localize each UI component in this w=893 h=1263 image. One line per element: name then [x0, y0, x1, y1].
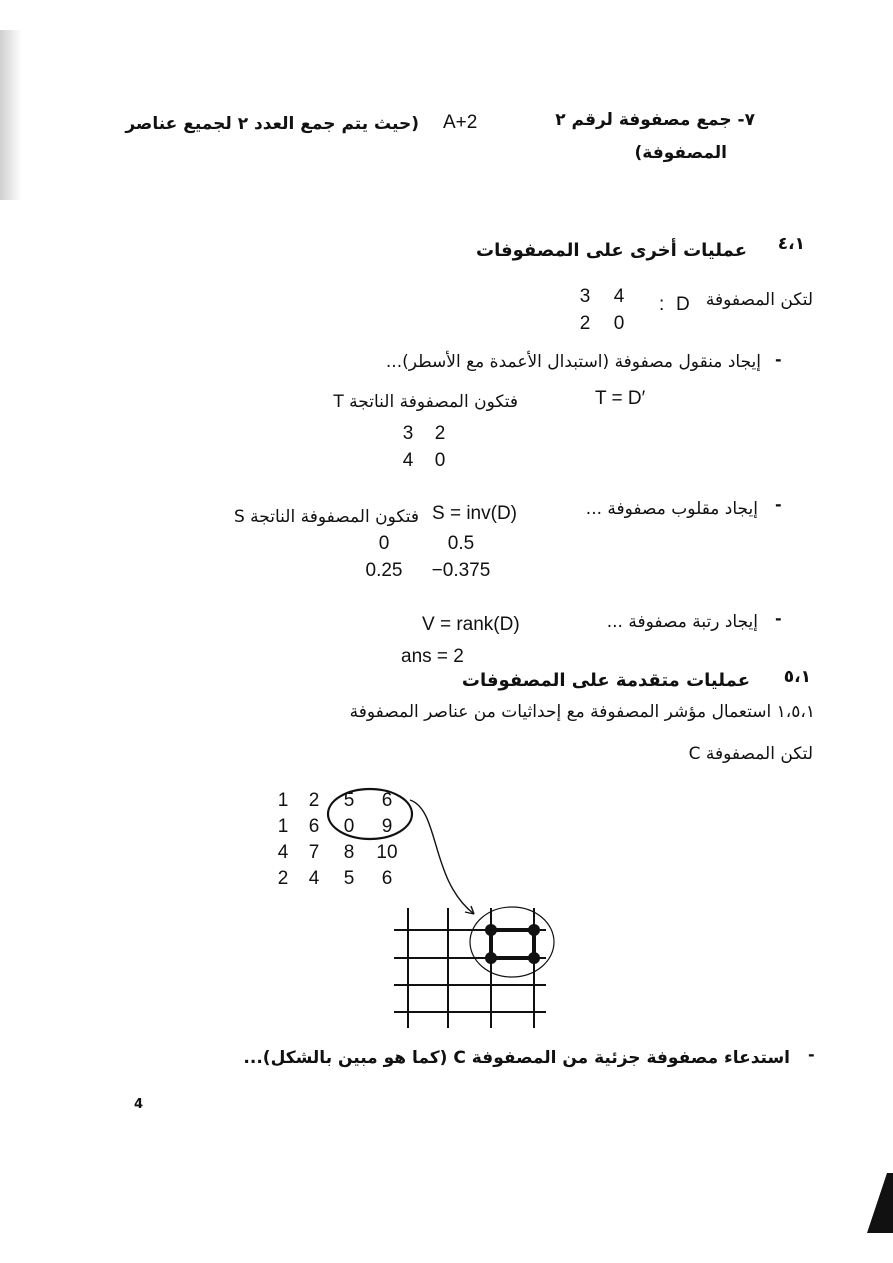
rank-expression: V = rank(D) — [422, 614, 520, 635]
matrix-d-cell: 4 — [613, 286, 625, 307]
scan-corner-mark — [853, 1173, 893, 1233]
transpose-expression: T = D′ — [595, 388, 646, 409]
matrix-t-cell: 2 — [434, 423, 446, 444]
item7-note-continued: المصفوفة) — [634, 143, 727, 163]
matrix-t-cell: 0 — [434, 450, 446, 471]
matrix-c-cell: 0 — [343, 816, 355, 837]
matrix-s-cell: 0.5 — [447, 533, 475, 554]
matrix-c-cell: 6 — [381, 790, 393, 811]
transpose-text: إيجاد منقول مصفوفة (استبدال الأعمدة مع الأسطر)... — [385, 352, 761, 372]
section-title-4-1: عمليات أخرى على المصفوفات — [475, 240, 747, 261]
matrix-s-cell: 0.25 — [365, 560, 403, 581]
highlight-ellipse — [328, 789, 412, 839]
matrix-s-cell: 0 — [378, 533, 390, 554]
matrix-d-cell: 0 — [613, 313, 625, 334]
grid-node — [528, 952, 540, 964]
matrix-d-separator: : — [659, 294, 665, 315]
item7-expression: A+2 — [443, 112, 478, 133]
transpose-bullet: - — [775, 350, 782, 369]
matrix-c-cell: 4 — [277, 842, 289, 863]
grid-node — [485, 924, 497, 936]
submatrix-bullet: - — [808, 1045, 815, 1064]
submatrix-text: استدعاء مصفوفة جزئية من المصفوفة C (كما هو مبين بالشكل)... — [243, 1048, 790, 1068]
matrix-c-cell: 5 — [343, 868, 355, 889]
grid-node — [485, 952, 497, 964]
matrix-c-cell: 6 — [381, 868, 393, 889]
matrix-c-cell: 7 — [308, 842, 320, 863]
matrix-c-cell: 1 — [277, 816, 289, 837]
matrix-c-cell: 2 — [308, 790, 320, 811]
rank-text: إيجاد رتبة مصفوفة ... — [606, 612, 758, 632]
matrix-d-label: لتكن المصفوفة — [705, 290, 813, 310]
matrix-c-cell: 10 — [376, 842, 398, 863]
section-title-5-1: عمليات متقدمة على المصفوفات — [461, 670, 750, 691]
rank-answer: ans = 2 — [401, 646, 464, 667]
page-number: 4 — [134, 1097, 144, 1112]
grid-node — [528, 924, 540, 936]
matrix-c-cell: 8 — [343, 842, 355, 863]
matrix-c-cell: 5 — [343, 790, 355, 811]
inverse-expression: S = inv(D) — [432, 503, 517, 524]
grid-highlight-ellipse — [470, 907, 554, 977]
grid — [394, 908, 546, 1028]
matrix-c-label: لتكن المصفوفة C — [688, 744, 813, 764]
matrix-s-cell: −0.375 — [431, 560, 491, 581]
arrow-line — [410, 800, 474, 914]
inverse-bullet: - — [775, 495, 782, 514]
rank-bullet: - — [775, 609, 782, 628]
subsection-1-5-1: ١،٥،١ استعمال مؤشر المصفوفة مع إحداثيات من عناصر المصفوفة — [349, 702, 815, 722]
matrix-c-cell: 4 — [308, 868, 320, 889]
section-number-4-1: ٤،١ — [777, 234, 805, 254]
section-number-5-1: ٥،١ — [783, 667, 811, 687]
matrix-c-cell: 2 — [277, 868, 289, 889]
matrix-d-cell: 2 — [579, 313, 591, 334]
matrix-c-cell: 1 — [277, 790, 289, 811]
item7-text: ٧- جمع مصفوفة لرقم ٢ — [555, 110, 755, 130]
matrix-d-cell: 3 — [579, 286, 591, 307]
matrix-t-cell: 3 — [402, 423, 414, 444]
transpose-result-text: فتكون المصفوفة الناتجة T — [333, 392, 518, 412]
matrix-t-cell: 4 — [402, 450, 414, 471]
inverse-result-text: فتكون المصفوفة الناتجة S — [233, 507, 419, 527]
matrix-c-cell: 6 — [308, 816, 320, 837]
matrix-d-name: D — [676, 294, 690, 315]
inverse-text: إيجاد مقلوب مصفوفة ... — [585, 499, 758, 519]
item7-note: (حيث يتم جمع العدد ٢ لجميع عناصر — [125, 114, 419, 134]
matrix-c-cell: 9 — [381, 816, 393, 837]
